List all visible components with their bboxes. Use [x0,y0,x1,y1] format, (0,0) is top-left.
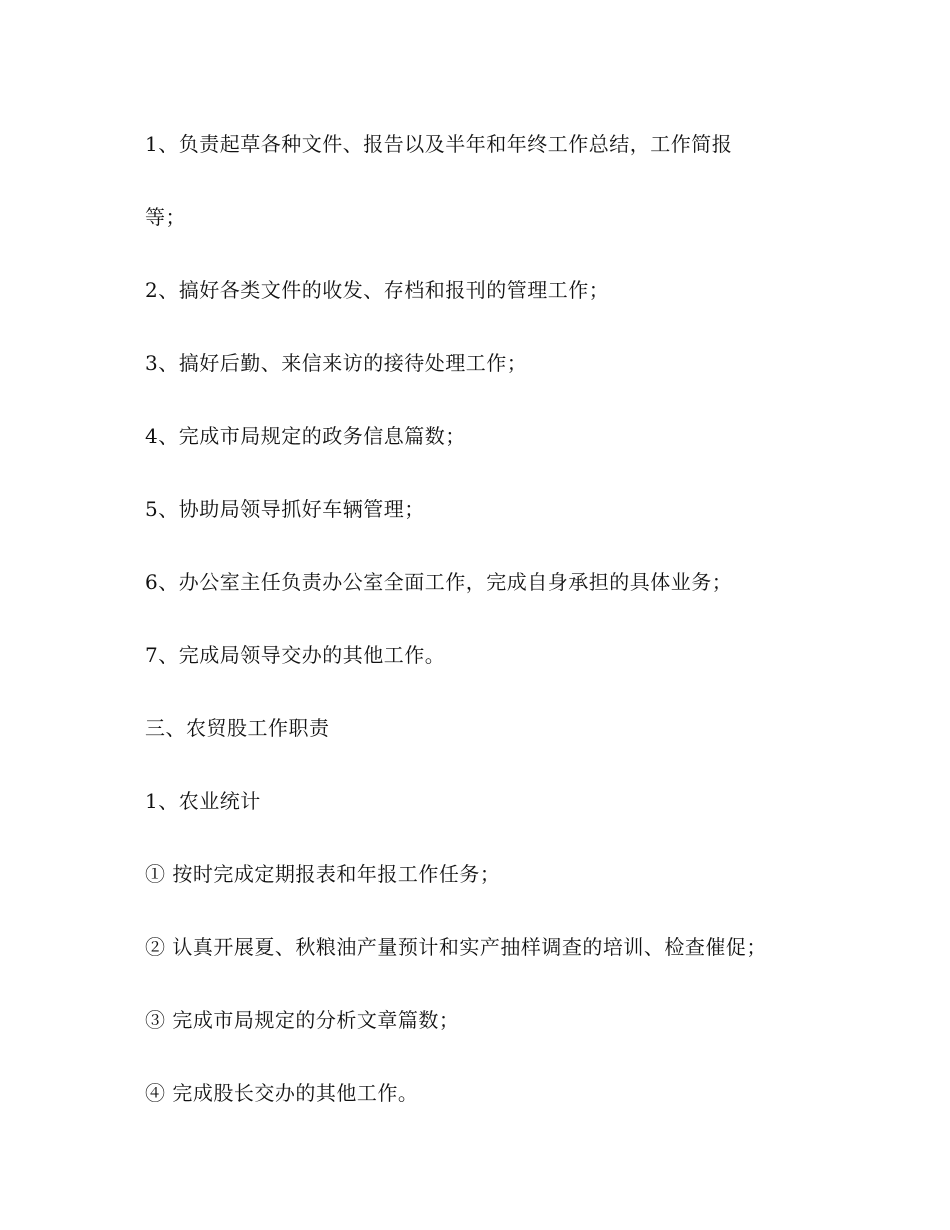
paragraph-line: 4、完成市局规定的政务信息篇数； [145,424,466,448]
paragraph-line: 7、完成局领导交办的其他工作。 [145,643,446,667]
list-item: ③ 完成市局规定的分析文章篇数； [145,1008,460,1032]
section-heading: 三、农贸股工作职责 [145,716,330,740]
paragraph-line: 5、协助局领导抓好车辆管理； [145,497,425,521]
paragraph-line: 6、办公室主任负责办公室全面工作，完成自身承担的具体业务； [145,570,733,594]
list-item: ② 认真开展夏、秋粮油产量预计和实产抽样调查的培训、检查催促； [145,935,767,959]
subsection-heading: 1、农业统计 [145,789,261,813]
list-item: ④ 完成股长交办的其他工作。 [145,1081,419,1105]
paragraph-line: 等； [145,205,186,229]
paragraph-line: 1、负责起草各种文件、报告以及半年和年终工作总结，工作简报 [145,132,733,156]
document-body [145,128,845,1150]
paragraph-line: 3、搞好后勤、来信来访的接待处理工作； [145,351,528,375]
paragraph-line: 2、搞好各类文件的收发、存档和报刊的管理工作； [145,278,610,302]
list-item: ① 按时完成定期报表和年报工作任务； [145,862,501,886]
